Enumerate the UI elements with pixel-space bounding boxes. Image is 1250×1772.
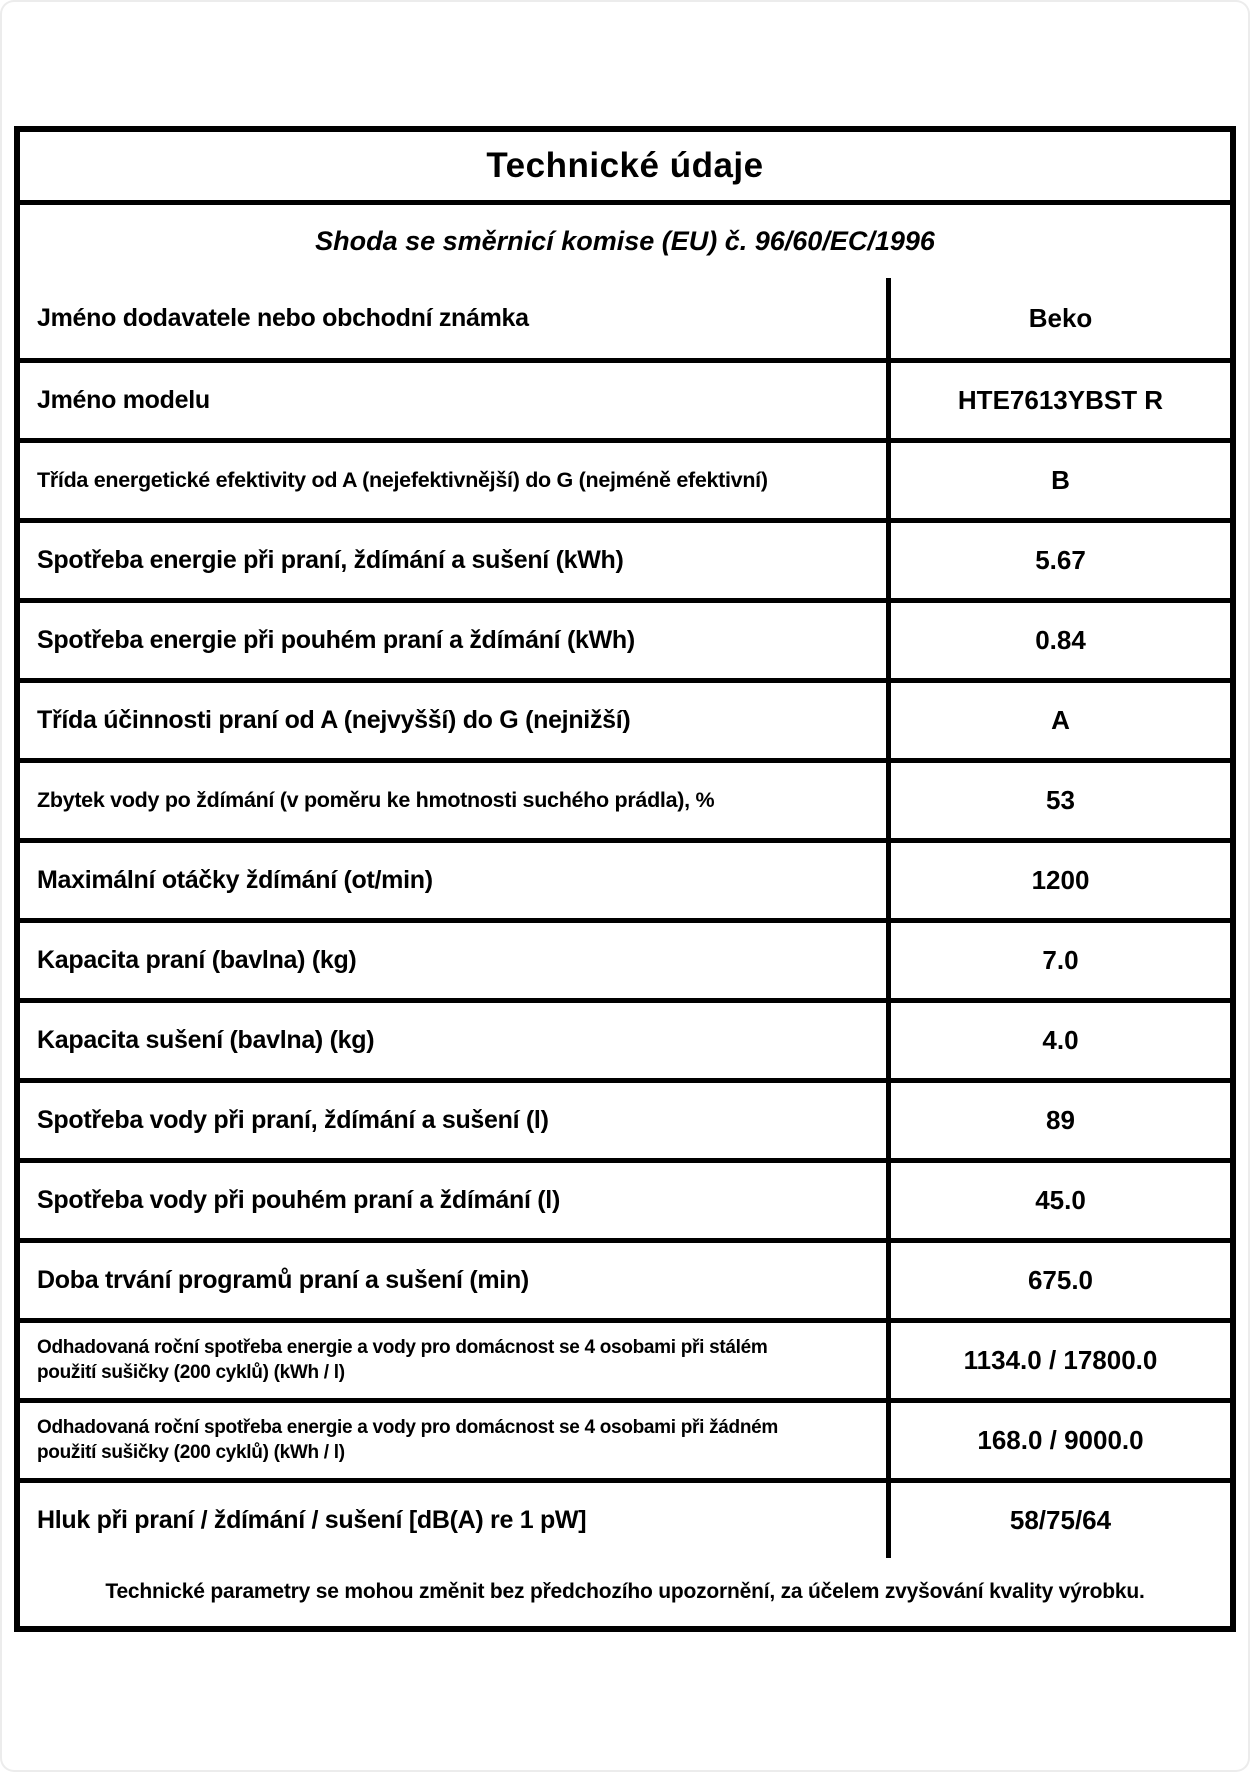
- spec-label: Maximální otáčky ždímání (ot/min): [20, 843, 891, 918]
- spec-value: 1200: [1031, 865, 1090, 895]
- table-row: [20, 1318, 1230, 1398]
- spec-label: Spotřeba vody při praní, ždímání a sušení (l): [20, 1083, 891, 1158]
- table-row: [20, 598, 1230, 678]
- spec-value: B: [1051, 465, 1070, 495]
- spec-value: 7.0: [1042, 945, 1079, 975]
- spec-label: Jméno modelu: [20, 363, 891, 438]
- table-title-row: [20, 132, 1230, 200]
- spec-label: Třída energetické efektivity od A (nejefektivnější) do G (nejméně efektivní): [20, 443, 891, 518]
- table-row: [20, 1398, 1230, 1478]
- spec-rows: [20, 278, 1230, 1558]
- disclaimer-row: [20, 1558, 1230, 1626]
- table-row: [20, 678, 1230, 758]
- table-row: [20, 518, 1230, 598]
- table-row: [20, 278, 1230, 358]
- spec-label: Kapacita praní (bavlna) (kg): [20, 923, 891, 998]
- table-row: [20, 838, 1230, 918]
- spec-value: 675.0: [1027, 1265, 1094, 1295]
- spec-value: A: [1051, 705, 1070, 735]
- spec-label: Jméno dodavatele nebo obchodní známka: [20, 278, 891, 358]
- spec-value: 4.0: [1042, 1025, 1079, 1055]
- table-row: [20, 998, 1230, 1078]
- spec-value: HTE7613YBST R: [957, 385, 1164, 415]
- spec-value: 58/75/64: [1009, 1505, 1112, 1535]
- spec-label: Zbytek vody po ždímání (v poměru ke hmotnosti suchého prádla), %: [20, 763, 891, 838]
- spec-label: Kapacita sušení (bavlna) (kg): [20, 1003, 891, 1078]
- spec-value: 168.0 / 9000.0: [977, 1425, 1144, 1455]
- spec-value: 45.0: [1035, 1185, 1086, 1215]
- spec-label: Odhadovaná roční spotřeba energie a vody pro domácnost se 4 osobami při stálém použití sušičky (200 cyklů) (kWh / l): [20, 1323, 891, 1398]
- spec-value: Beko: [1028, 302, 1093, 333]
- directive-compliance-row: [20, 200, 1230, 278]
- spec-value: 5.67: [1035, 545, 1086, 575]
- table-row: [20, 438, 1230, 518]
- disclaimer-text: Technické parametry se mohou změnit bez předchozího upozornění, za účelem zvyšování kvality výrobku.: [105, 1580, 1145, 1603]
- spec-label: Spotřeba energie při praní, ždímání a sušení (kWh): [20, 523, 891, 598]
- table-row: [20, 1078, 1230, 1158]
- spec-label: Spotřeba energie při pouhém praní a ždímání (kWh): [20, 603, 891, 678]
- spec-value: 1134.0 / 17800.0: [963, 1345, 1158, 1375]
- spec-label: Spotřeba vody při pouhém praní a ždímání (l): [20, 1163, 891, 1238]
- table-title: Technické údaje: [486, 146, 764, 185]
- spec-label: Hluk při praní / ždímání / sušení [dB(A) re 1 pW]: [20, 1483, 891, 1558]
- technical-data-table: [14, 126, 1236, 1632]
- table-row: [20, 1238, 1230, 1318]
- table-row: [20, 358, 1230, 438]
- table-row: [20, 918, 1230, 998]
- directive-compliance-text: Shoda se směrnicí komise (EU) č. 96/60/EC/1996: [315, 226, 935, 256]
- spec-label: Třída účinnosti praní od A (nejvyšší) do G (nejnižší): [20, 683, 891, 758]
- table-row: [20, 1158, 1230, 1238]
- table-row: [20, 758, 1230, 838]
- spec-value: 89: [1046, 1105, 1075, 1135]
- spec-label: Doba trvání programů praní a sušení (min): [20, 1243, 891, 1318]
- spec-label: Odhadovaná roční spotřeba energie a vody pro domácnost se 4 osobami při žádném použití sušičky (200 cyklů) (kWh / l): [20, 1403, 891, 1478]
- spec-value: 0.84: [1035, 625, 1086, 655]
- spec-value: 53: [1046, 785, 1075, 815]
- table-row: [20, 1478, 1230, 1558]
